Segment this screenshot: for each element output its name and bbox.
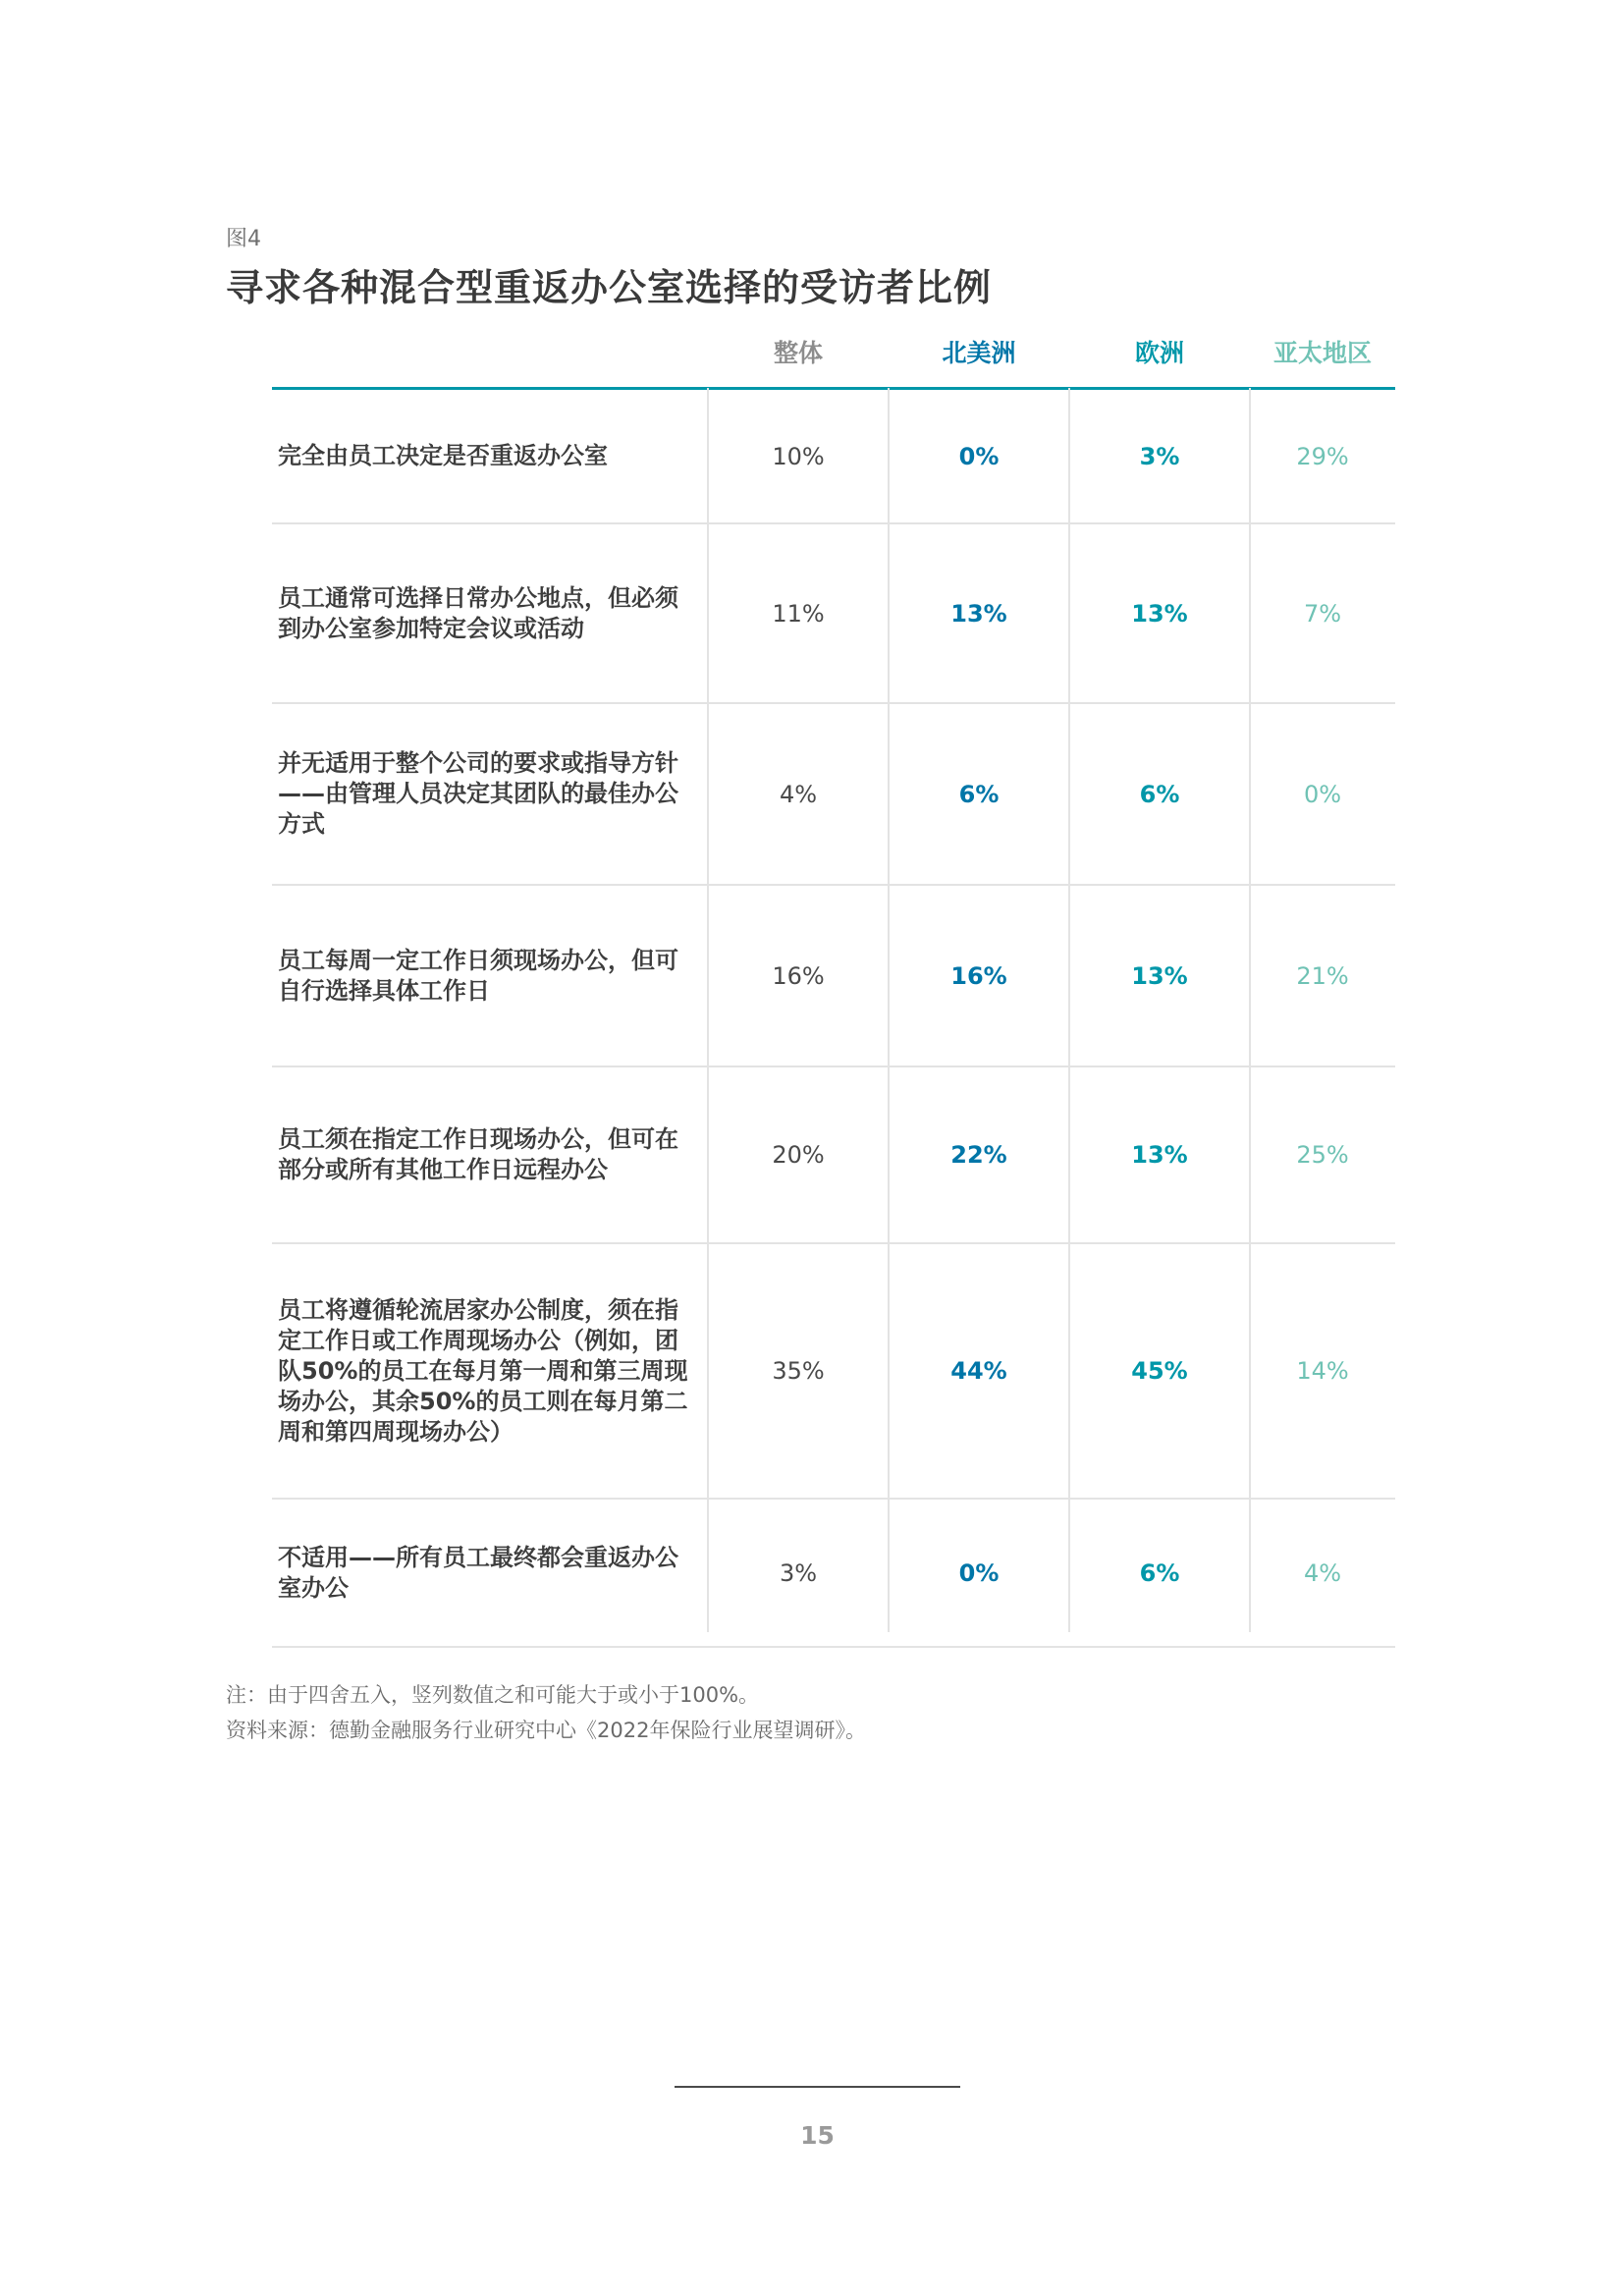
column-divider [888, 388, 890, 1632]
value-north-america: 16% [950, 961, 1007, 990]
footer-divider [675, 2086, 960, 2088]
table-row [272, 704, 1395, 886]
table-row [272, 524, 1395, 704]
value-overall: 16% [772, 961, 825, 990]
value-north-america: 6% [958, 780, 1000, 808]
value-overall: 3% [779, 1558, 818, 1587]
column-divider [707, 388, 709, 1632]
value-asia-pacific: 14% [1296, 1357, 1349, 1385]
value-north-america: 22% [950, 1141, 1007, 1169]
row-label: 不适用——所有员工最终都会重返办公室办公 [278, 1543, 678, 1602]
value-asia-pacific: 21% [1296, 961, 1349, 990]
value-overall: 20% [772, 1141, 825, 1169]
value-europe: 13% [1131, 599, 1188, 628]
value-europe: 13% [1131, 961, 1188, 990]
value-asia-pacific: 4% [1303, 1558, 1342, 1587]
row-label: 员工须在指定工作日现场办公，但可在部分或所有其他工作日远程办公 [278, 1125, 678, 1183]
value-north-america: 0% [958, 1558, 1000, 1587]
value-asia-pacific: 7% [1303, 599, 1342, 628]
row-label: 并无适用于整个公司的要求或指导方针——由管理人员决定其团队的最佳办公方式 [278, 749, 678, 838]
table-row [272, 1244, 1395, 1500]
value-europe: 6% [1139, 780, 1180, 808]
value-overall: 4% [779, 780, 818, 808]
value-europe: 13% [1131, 1141, 1188, 1169]
column-divider [1249, 388, 1251, 1632]
column-header-overall: 整体 [773, 339, 823, 367]
table-row [272, 886, 1395, 1067]
value-north-america: 44% [950, 1357, 1007, 1385]
table-notes [226, 1677, 866, 1748]
value-overall: 10% [772, 442, 825, 470]
value-overall: 11% [772, 599, 825, 628]
row-label: 完全由员工决定是否重返办公室 [278, 442, 608, 469]
rounding-note: 注：由于四舍五入，竖列数值之和可能大于或小于100%。 [226, 1683, 760, 1707]
row-label: 员工每周一定工作日须现场办公，但可自行选择具体工作日 [278, 946, 678, 1005]
table-row [272, 1500, 1395, 1648]
value-europe: 3% [1139, 442, 1180, 470]
page-number: 15 [800, 2121, 835, 2150]
value-europe: 6% [1139, 1558, 1180, 1587]
figure-label: 图4 [226, 227, 261, 251]
value-asia-pacific: 25% [1296, 1141, 1349, 1169]
column-header-europe: 欧洲 [1134, 339, 1184, 367]
column-header-asia-pacific: 亚太地区 [1272, 339, 1372, 367]
table-header [272, 322, 1395, 390]
value-north-america: 13% [950, 599, 1007, 628]
value-asia-pacific: 0% [1303, 780, 1342, 808]
table-row [272, 1067, 1395, 1244]
row-label: 员工通常可选择日常办公地点，但必须到办公室参加特定会议或活动 [278, 583, 678, 642]
source-note: 资料来源：德勤金融服务行业研究中心《2022年保险行业展望调研》。 [226, 1719, 866, 1742]
value-overall: 35% [772, 1357, 825, 1385]
value-north-america: 0% [958, 442, 1000, 470]
column-divider [1068, 388, 1070, 1632]
figure-title: 寻求各种混合型重返办公室选择的受访者比例 [226, 266, 993, 309]
value-europe: 45% [1131, 1357, 1188, 1385]
row-label: 员工将遵循轮流居家办公制度，须在指定工作日或工作周现场办公（例如，团队50%的员工在每月第一周和第三周现场办公，其余50%的员工则在每月第二周和第四周现场办公） [278, 1295, 688, 1446]
table-row [272, 390, 1395, 524]
column-header-north-america: 北美洲 [942, 339, 1016, 367]
survey-table [272, 322, 1395, 1648]
value-asia-pacific: 29% [1296, 442, 1349, 470]
